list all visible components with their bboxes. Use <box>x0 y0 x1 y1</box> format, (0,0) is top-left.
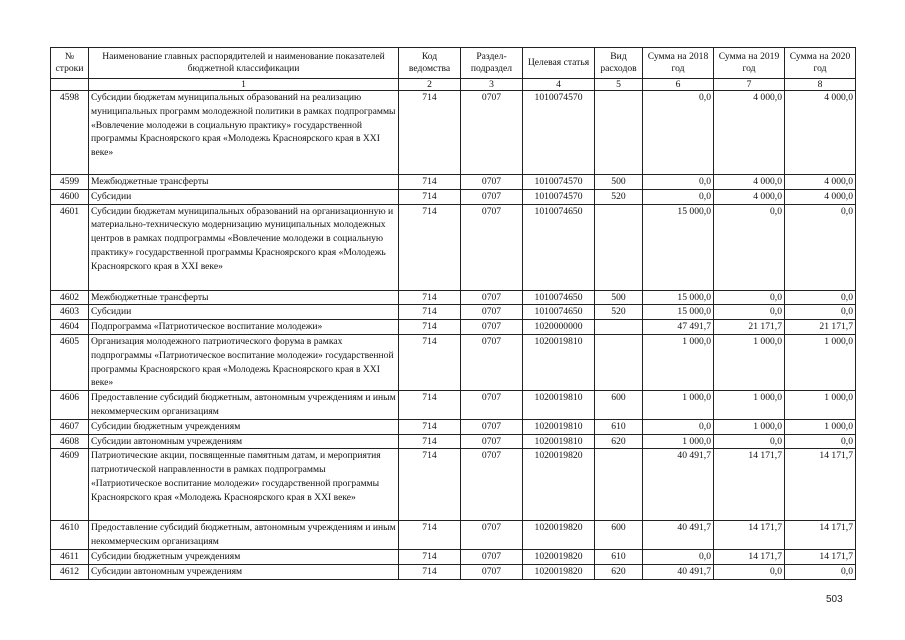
target-article: 1020019810 <box>523 434 595 449</box>
table-row <box>51 549 856 564</box>
dept-code: 714 <box>399 434 461 449</box>
row-number: 4600 <box>51 189 89 204</box>
sum-2018: 0,0 <box>643 549 714 564</box>
sum-2019: 1 000,0 <box>714 334 785 390</box>
header-sum-2019: Сумма на 2019 год <box>714 48 785 79</box>
header-target: Целевая статья <box>523 48 595 79</box>
table-row <box>51 334 856 390</box>
sum-2018: 1 000,0 <box>643 334 714 390</box>
sum-2018: 47 491,7 <box>643 320 714 335</box>
row-number: 4605 <box>51 334 89 390</box>
row-number: 4608 <box>51 434 89 449</box>
expense-type: 610 <box>595 419 643 434</box>
item-name: Предоставление субсидий бюджетным, автономным учреждениям и иным некоммерческим организациям <box>89 391 399 420</box>
column-number <box>51 79 89 91</box>
section-code: 0707 <box>461 521 523 550</box>
section-code: 0707 <box>461 564 523 579</box>
header-name: Наименование главных распорядителей и наименование показателей бюджетной классификации <box>89 48 399 79</box>
sum-2019: 0,0 <box>714 305 785 320</box>
target-article: 1020019820 <box>523 549 595 564</box>
dept-code: 714 <box>399 391 461 420</box>
sum-2018: 40 491,7 <box>643 521 714 550</box>
dept-code: 714 <box>399 521 461 550</box>
table-row <box>51 305 856 320</box>
item-name: Межбюджетные трансферты <box>89 175 399 190</box>
expense-type: 520 <box>595 189 643 204</box>
sum-2018: 0,0 <box>643 91 714 175</box>
item-name: Субсидии автономным учреждениям <box>89 434 399 449</box>
section-code: 0707 <box>461 204 523 290</box>
expense-type <box>595 334 643 390</box>
dept-code: 714 <box>399 449 461 521</box>
sum-2020: 14 171,7 <box>785 521 856 550</box>
sum-2019: 14 171,7 <box>714 449 785 521</box>
header-section: Раздел-подраздел <box>461 48 523 79</box>
sum-2018: 15 000,0 <box>643 204 714 290</box>
sum-2018: 1 000,0 <box>643 391 714 420</box>
row-number: 4598 <box>51 91 89 175</box>
sum-2020: 14 171,7 <box>785 549 856 564</box>
sum-2020: 1 000,0 <box>785 419 856 434</box>
target-article: 1020019810 <box>523 419 595 434</box>
target-article: 1010074650 <box>523 204 595 290</box>
item-name: Субсидии бюджетам муниципальных образований на реализацию муниципальных программ молодежной политики в рамках подпрограммы «Вовлечение молодежи в социальную практику» государственной программы Красноярского края «Молодежь Красноярского края в XXI веке» <box>89 91 399 175</box>
sum-2018: 15 000,0 <box>643 305 714 320</box>
dept-code: 714 <box>399 91 461 175</box>
sum-2019: 0,0 <box>714 204 785 290</box>
sum-2018: 40 491,7 <box>643 449 714 521</box>
column-number: 2 <box>399 79 461 91</box>
row-number: 4607 <box>51 419 89 434</box>
sum-2019: 1 000,0 <box>714 419 785 434</box>
column-number: 1 <box>89 79 399 91</box>
table-row <box>51 320 856 335</box>
table-row <box>51 564 856 579</box>
sum-2019: 21 171,7 <box>714 320 785 335</box>
item-name: Субсидии <box>89 189 399 204</box>
target-article: 1010074650 <box>523 290 595 305</box>
sum-2020: 4 000,0 <box>785 175 856 190</box>
table-row <box>51 449 856 521</box>
row-number: 4606 <box>51 391 89 420</box>
expense-type: 620 <box>595 564 643 579</box>
section-code: 0707 <box>461 320 523 335</box>
page-number: 503 <box>826 594 843 605</box>
row-number: 4599 <box>51 175 89 190</box>
dept-code: 714 <box>399 175 461 190</box>
expense-type <box>595 91 643 175</box>
sum-2018: 0,0 <box>643 419 714 434</box>
section-code: 0707 <box>461 175 523 190</box>
item-name: Межбюджетные трансферты <box>89 290 399 305</box>
table-row <box>51 204 856 290</box>
target-article: 1020019820 <box>523 564 595 579</box>
sum-2020: 1 000,0 <box>785 391 856 420</box>
section-code: 0707 <box>461 334 523 390</box>
dept-code: 714 <box>399 320 461 335</box>
section-code: 0707 <box>461 290 523 305</box>
table-row <box>51 91 856 175</box>
header-row-no: № строки <box>51 48 89 79</box>
section-code: 0707 <box>461 434 523 449</box>
item-name: Организация молодежного патриотического форума в рамках подпрограммы «Патриотическое воспитание молодежи» государственной программы Красноярского края «Молодежь Красноярского края в XXI веке» <box>89 334 399 390</box>
expense-type: 600 <box>595 391 643 420</box>
sum-2020: 4 000,0 <box>785 189 856 204</box>
sum-2020: 0,0 <box>785 204 856 290</box>
dept-code: 714 <box>399 419 461 434</box>
dept-code: 714 <box>399 564 461 579</box>
sum-2018: 40 491,7 <box>643 564 714 579</box>
sum-2019: 0,0 <box>714 434 785 449</box>
row-number: 4601 <box>51 204 89 290</box>
table-row <box>51 434 856 449</box>
row-number: 4602 <box>51 290 89 305</box>
budget-table <box>50 47 856 580</box>
sum-2020: 0,0 <box>785 564 856 579</box>
item-name: Субсидии <box>89 305 399 320</box>
item-name: Субсидии бюджетным учреждениям <box>89 549 399 564</box>
column-number: 7 <box>714 79 785 91</box>
expense-type: 520 <box>595 305 643 320</box>
column-number: 3 <box>461 79 523 91</box>
sum-2019: 4 000,0 <box>714 91 785 175</box>
target-article: 1010074650 <box>523 305 595 320</box>
section-code: 0707 <box>461 305 523 320</box>
sum-2018: 1 000,0 <box>643 434 714 449</box>
row-number: 4611 <box>51 549 89 564</box>
item-name: Подпрограмма «Патриотическое воспитание молодежи» <box>89 320 399 335</box>
dept-code: 714 <box>399 290 461 305</box>
target-article: 1010074570 <box>523 189 595 204</box>
expense-type: 500 <box>595 290 643 305</box>
dept-code: 714 <box>399 204 461 290</box>
table-row <box>51 419 856 434</box>
sum-2019: 1 000,0 <box>714 391 785 420</box>
sum-2019: 14 171,7 <box>714 521 785 550</box>
dept-code: 714 <box>399 305 461 320</box>
table-row <box>51 521 856 550</box>
header-dept-code: Код ведомства <box>399 48 461 79</box>
sum-2020: 21 171,7 <box>785 320 856 335</box>
expense-type: 610 <box>595 549 643 564</box>
item-name: Патриотические акции, посвященные памятным датам, и мероприятия патриотической направленности в рамках подпрограммы «Патриотическое воспитание молодежи» государственной программы Красноярского края «Молодежь Красноярского края в XXI веке» <box>89 449 399 521</box>
sum-2020: 0,0 <box>785 434 856 449</box>
expense-type <box>595 204 643 290</box>
target-article: 1010074570 <box>523 91 595 175</box>
header-row <box>51 48 856 79</box>
target-article: 1020019810 <box>523 334 595 390</box>
target-article: 1020000000 <box>523 320 595 335</box>
sum-2018: 15 000,0 <box>643 290 714 305</box>
target-article: 1020019810 <box>523 391 595 420</box>
item-name: Субсидии автономным учреждениям <box>89 564 399 579</box>
expense-type <box>595 449 643 521</box>
sum-2019: 14 171,7 <box>714 549 785 564</box>
item-name: Субсидии бюджетным учреждениям <box>89 419 399 434</box>
sum-2020: 14 171,7 <box>785 449 856 521</box>
sum-2019: 4 000,0 <box>714 189 785 204</box>
sum-2020: 1 000,0 <box>785 334 856 390</box>
sum-2019: 0,0 <box>714 290 785 305</box>
dept-code: 714 <box>399 334 461 390</box>
row-number: 4603 <box>51 305 89 320</box>
target-article: 1020019820 <box>523 521 595 550</box>
expense-type: 600 <box>595 521 643 550</box>
section-code: 0707 <box>461 449 523 521</box>
sum-2020: 0,0 <box>785 290 856 305</box>
target-article: 1010074570 <box>523 175 595 190</box>
section-code: 0707 <box>461 391 523 420</box>
column-number: 8 <box>785 79 856 91</box>
column-number: 5 <box>595 79 643 91</box>
row-number: 4610 <box>51 521 89 550</box>
dept-code: 714 <box>399 549 461 564</box>
sum-2020: 0,0 <box>785 305 856 320</box>
sum-2019: 0,0 <box>714 564 785 579</box>
section-code: 0707 <box>461 419 523 434</box>
column-number: 4 <box>523 79 595 91</box>
table-row <box>51 290 856 305</box>
expense-type: 500 <box>595 175 643 190</box>
item-name: Предоставление субсидий бюджетным, автономным учреждениям и иным некоммерческим организациям <box>89 521 399 550</box>
section-code: 0707 <box>461 549 523 564</box>
table-row <box>51 175 856 190</box>
expense-type <box>595 320 643 335</box>
table-row <box>51 391 856 420</box>
item-name: Субсидии бюджетам муниципальных образований на организационную и материально-техническую модернизацию муниципальных молодежных центров в рамках подпрограммы «Вовлечение молодежи в социальную практику» государственной программы Красноярского края «Молодежь Красноярского края в XXI веке» <box>89 204 399 290</box>
sum-2020: 4 000,0 <box>785 91 856 175</box>
sum-2018: 0,0 <box>643 189 714 204</box>
column-number-row <box>51 79 856 91</box>
header-expense-type: Вид расходов <box>595 48 643 79</box>
section-code: 0707 <box>461 91 523 175</box>
target-article: 1020019820 <box>523 449 595 521</box>
table-row <box>51 189 856 204</box>
dept-code: 714 <box>399 189 461 204</box>
header-sum-2020: Сумма на 2020 год <box>785 48 856 79</box>
row-number: 4612 <box>51 564 89 579</box>
sum-2018: 0,0 <box>643 175 714 190</box>
section-code: 0707 <box>461 189 523 204</box>
column-number: 6 <box>643 79 714 91</box>
sum-2019: 4 000,0 <box>714 175 785 190</box>
expense-type: 620 <box>595 434 643 449</box>
header-sum-2018: Сумма на 2018 год <box>643 48 714 79</box>
row-number: 4604 <box>51 320 89 335</box>
row-number: 4609 <box>51 449 89 521</box>
